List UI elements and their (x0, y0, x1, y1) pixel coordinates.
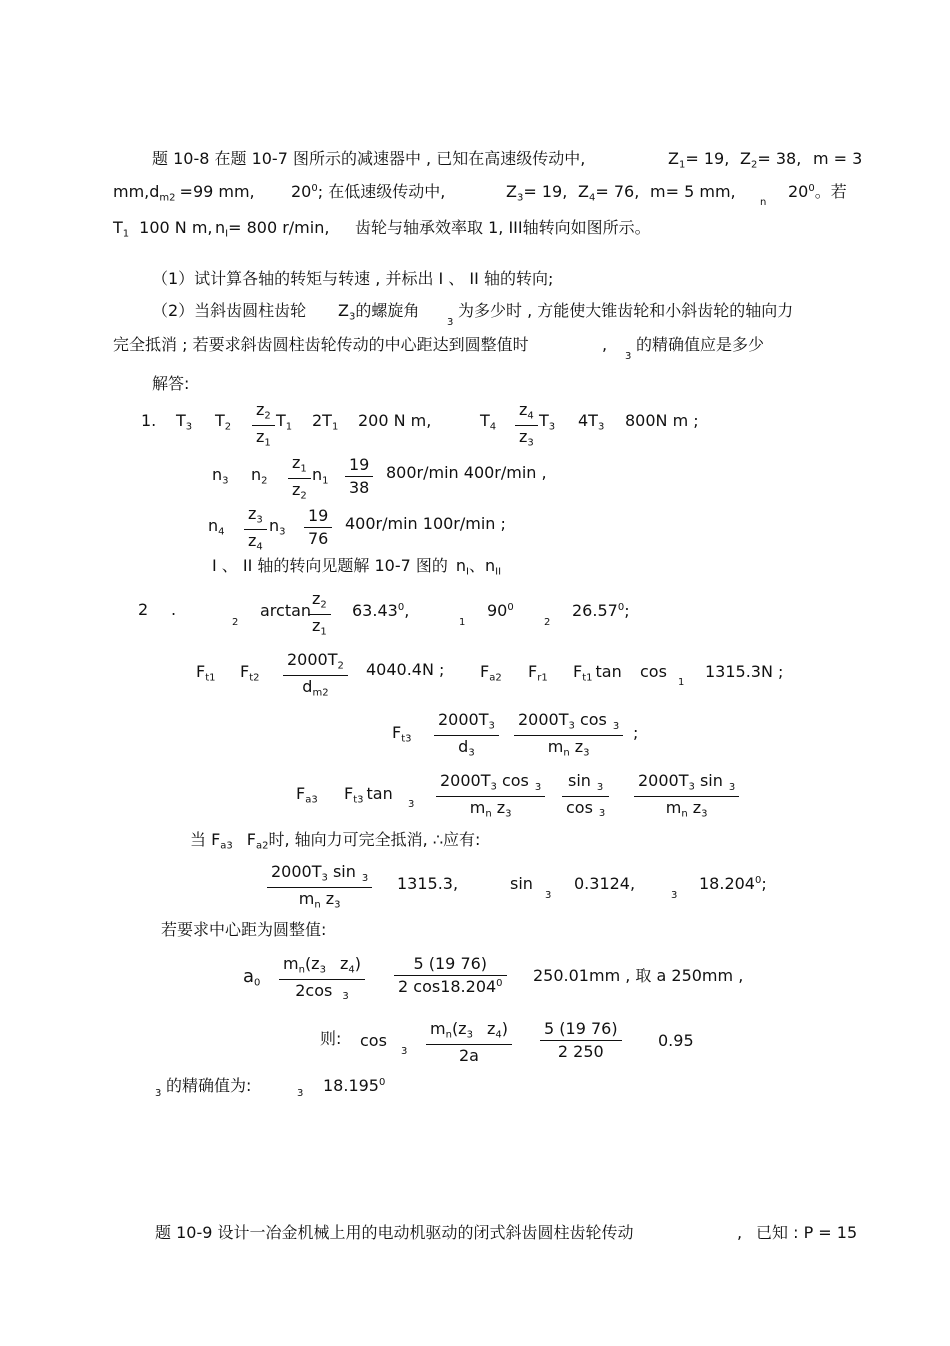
n3-symbol: $n_3$ (212, 465, 229, 487)
ratio-19-38: 19 38 (345, 457, 373, 496)
question-2-comma: , (602, 335, 608, 354)
a0-fraction-2: 5 (19 76) 2 cos18.204$^0$ (394, 956, 507, 995)
beta3-sub-2: 3 (625, 351, 632, 362)
rotation-note: I 、 II 轴的转向见题解 10-7 图的 $n_I$、$n_{II}$ (212, 556, 502, 578)
fa3-fraction-3: $2000T_3$ sin $_3$ $m_n$ $z_3$ (634, 773, 739, 819)
fr1-symbol: $F_{r1}$ (528, 662, 548, 684)
question-2: （2）当斜齿圆柱齿轮 (152, 301, 307, 320)
cos-beta3-sub: 3 (401, 1046, 408, 1057)
z1-value: $Z_1= 19$, (668, 149, 730, 171)
efficiency-note: 齿轮与轴承效率取 1, III轴转向如图所示。 (355, 218, 651, 237)
a0-symbol: $a_0$ (243, 966, 261, 989)
cos-delta1: cos (640, 662, 667, 681)
ft1-result: 4040.4N ; (366, 660, 445, 679)
ft3-fraction-2: $2000T_3$ cos $_3$ $m_n$ $z_3$ (514, 712, 623, 758)
problem-10-9-known: 已知 : P = 15 (756, 1223, 858, 1242)
z4-value: $Z_4= 76$, (578, 182, 640, 204)
n3b-symbol: $n_3$ (269, 516, 286, 538)
a0-result: 250.01mm , 取 a 250mm , (533, 966, 744, 985)
pressure-angle-2: $20^0$。若 (788, 182, 847, 201)
pressure-angle-1: $20^0$; 在低速级传动中, (291, 182, 446, 201)
answer-label: 解答: (152, 374, 190, 393)
ratio-z1-z2: $z_1$ $z_2$ (288, 455, 311, 501)
question-2-z3: $Z_3$的螺旋角 (338, 301, 420, 323)
ratio-z3-z4: $z_3$ $z_4$ (244, 506, 267, 552)
question-2-rest: 为多少时 , 方能使大锥齿轮和小斜齿轮的轴向力 (458, 301, 794, 320)
z2-value: $Z_2= 38$, (740, 149, 802, 171)
ft3-tan: $F_{t3}$ tan (344, 784, 393, 806)
exact-beta3-value: 18.195$^0$ (323, 1076, 386, 1095)
normal-module-value: m= 5 mm, (650, 182, 736, 201)
fa2-result: 1315.3N ; (705, 662, 784, 681)
question-2-line2: 完全抵消 ; 若要求斜齿圆柱齿轮传动的中心距达到圆整值时 (113, 335, 529, 354)
cancel-condition: 当 $F_{a3}$ $F_{a2}$时, 轴向力可完全抵消, ∴应有: (190, 830, 481, 852)
ratio-19-76: 19 76 (304, 508, 332, 547)
question-1: （1）试计算各轴的转矩与转速 , 并标出 I 、 II 轴的转向; (152, 269, 554, 288)
ft2-fraction: $2000T_2$ $d_{m2}$ (283, 652, 348, 698)
z3-value: $Z_3= 19$, (506, 182, 568, 204)
n4-result: 400r/min 100r/min ; (345, 514, 506, 533)
t3b-symbol: $T_3$ (539, 411, 556, 433)
two-t1: $2T_1$ (312, 411, 339, 433)
four-t3: $4T_3$ (578, 411, 605, 433)
question-2-end: 的精确值应是多少 (636, 335, 765, 354)
ft3-fraction-1: $2000T_3$ $d_3$ (434, 712, 499, 758)
exact-beta3-label: 的精确值为: (166, 1076, 252, 1095)
ft1b-tan: $F_{t1}$ tan (573, 662, 622, 684)
cos-beta3-result: 0.95 (658, 1031, 694, 1050)
ratio-z2-z1: $z_2$ $z_1$ (252, 402, 275, 448)
step-2-dot: . (171, 600, 177, 619)
arctan-label: arctan (260, 601, 312, 620)
delta2b-sub: 2 (544, 617, 551, 628)
t1-symbol: $T_1$ (276, 411, 293, 433)
beta3-value: 18.204$^0$; (699, 874, 767, 893)
delta2-sub: 2 (232, 617, 239, 628)
t3-symbol: $T_3$ (176, 411, 193, 433)
delta2-value: 63.43$^0$, (352, 601, 410, 620)
sin-beta3-value: 0.3124, (574, 874, 636, 893)
delta1-value: 26.57$^0$; (572, 601, 630, 620)
sin-beta3-sub: 3 (545, 890, 552, 901)
cos-beta3-fraction-1: $m_n(z_3$ $z_4$) 2a (426, 1021, 512, 1064)
fa3-fraction-1: $2000T_3$ cos $_3$ $m_n$ $z_3$ (436, 773, 545, 819)
ratio-z2-z1-b: $z_2$ $z_1$ (308, 591, 331, 637)
ft3-end: ; (633, 723, 639, 742)
problem-10-9-comma: , (737, 1223, 743, 1242)
fa3-symbol: $F_{a3}$ (296, 784, 318, 806)
tan-beta3-sub: 3 (408, 799, 415, 810)
torque-t1: $T_1$ 100 N m, (113, 218, 213, 240)
exact-beta3-sub: 3 (155, 1088, 162, 1099)
cos-beta3-fraction-2: 5 (19 76) 2 250 (540, 1021, 622, 1060)
fa-equality-value: 1315.3, (397, 874, 459, 893)
beta3-sub: 3 (447, 317, 454, 328)
a0-fraction-1: $m_n(z_3$ $z_4$) 2cos $_3$ (279, 956, 365, 1002)
exact-beta3-sub-2: 3 (297, 1088, 304, 1099)
problem-10-9-text: 题 10-9 设计一冶金机械上用的电动机驱动的闭式斜齿圆柱齿轮传动 (155, 1223, 634, 1242)
ft3-symbol: $F_{t3}$ (392, 723, 412, 745)
sin-beta3-fraction: $2000T_3$ sin $_3$ $m_n$ $z_3$ (267, 864, 372, 910)
t2-symbol: $T_2$ (215, 411, 232, 433)
n-subscript: n (760, 197, 767, 208)
delta1-sub: 1 (459, 617, 466, 628)
then-label: 则: (320, 1029, 342, 1048)
n4-symbol: $n_4$ (208, 516, 225, 538)
center-distance-label: 若要求中心距为圆整值: (161, 920, 327, 939)
sin-beta3: sin (510, 874, 533, 893)
ft1-symbol: $F_{t1}$ (196, 662, 216, 684)
n2-symbol: $n_2$ (251, 465, 268, 487)
ratio-z4-z3: $z_4$ $z_3$ (515, 402, 538, 448)
t4-symbol: $T_4$ (480, 411, 497, 433)
t4-result: 800N m ; (625, 411, 699, 430)
n3-result: 800r/min 400r/min , (386, 463, 547, 482)
cos-beta3: cos (360, 1031, 387, 1050)
n1-symbol: $n_1$ (312, 465, 329, 487)
speed-n1: $n_I= 800$ r/min, (215, 218, 330, 240)
ninety-degrees: $90^0$ (487, 601, 514, 620)
cos-delta1-sub: 1 (678, 677, 685, 688)
fa3-fraction-2: sin $_3$ cos $_3$ (562, 773, 609, 819)
beta3-sub-3: 3 (671, 890, 678, 901)
problem-10-8-line2: $mm,d_{m2} =99$ mm, (113, 182, 255, 204)
problem-10-8-lead: 题 10-8 在题 10-7 图所示的减速器中 , 已知在高速级传动中, (152, 149, 586, 168)
step-1-number: 1. (141, 411, 157, 430)
module-value: m = 3 (813, 149, 863, 168)
ft2-symbol: $F_{t2}$ (240, 662, 260, 684)
t3-result: 200 N m, (358, 411, 432, 430)
step-2-number: 2 (138, 600, 149, 619)
fa2-symbol: $F_{a2}$ (480, 662, 502, 684)
